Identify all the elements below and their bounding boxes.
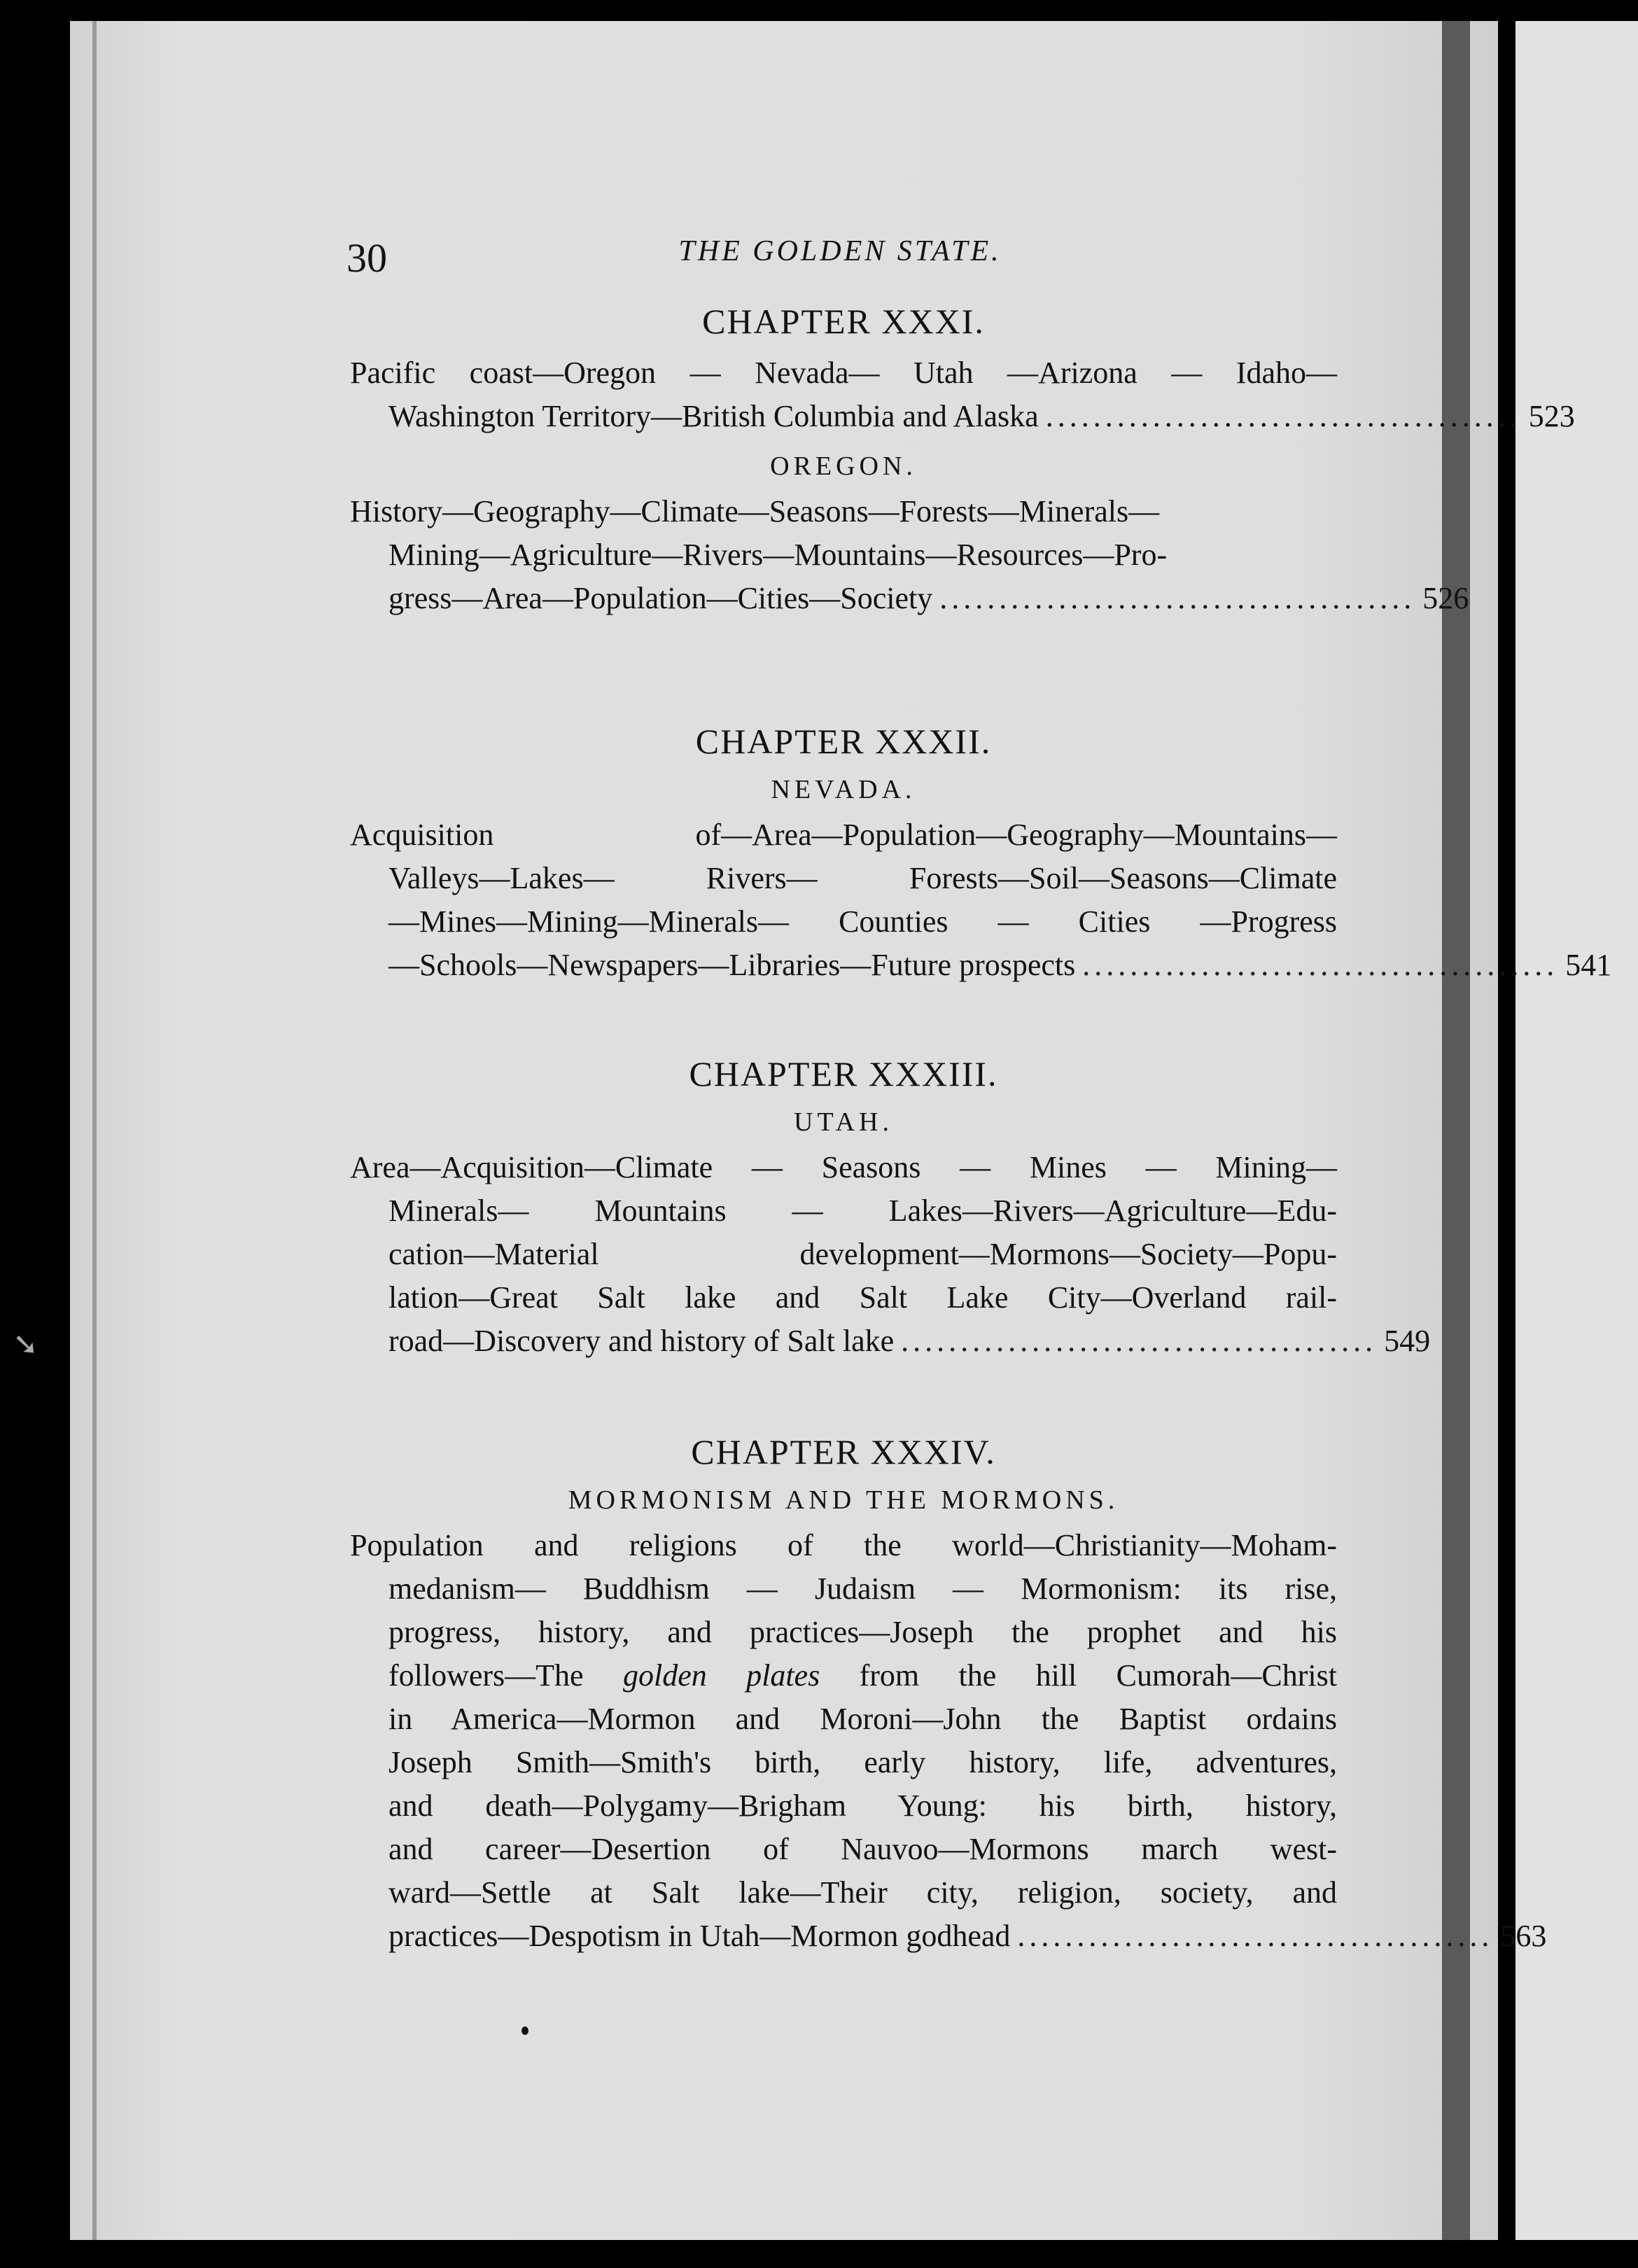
entry-line	[350, 944, 1612, 987]
section-heading: UTAH.	[794, 1107, 893, 1137]
entry-line: ward—Settle at Salt lake—Their city, religion, society, and	[388, 1875, 1337, 1910]
toc-entry	[350, 490, 1469, 620]
entry-line-text: followers—The	[388, 1658, 623, 1693]
entry-line: progress, history, and practices—Joseph the prophet and his	[388, 1615, 1337, 1649]
dot-leader: ........................................	[939, 581, 1416, 615]
entry-line: —Mines—Mining—Minerals— Counties — Cities —Progress	[388, 904, 1337, 939]
dot-leader: ........................................	[1017, 1919, 1494, 1953]
entry-line	[350, 1320, 1431, 1363]
chapter-heading: CHAPTER XXXIV.	[691, 1432, 996, 1471]
entry-line-text: road—Discovery and history of Salt lake	[388, 1324, 895, 1358]
ink-spot	[522, 2026, 528, 2035]
entry-line	[350, 395, 1575, 438]
entry-line: Valleys—Lakes— Rivers— Forests—Soil—Seasons—Climate	[388, 861, 1337, 895]
page-number: 30	[346, 235, 387, 281]
toc-entry	[350, 1146, 1431, 1363]
entry-line: Minerals— Mountains — Lakes—Rivers—Agriculture—Edu-	[388, 1194, 1337, 1228]
chapter-xxxiv	[350, 1432, 1547, 1958]
section-heading: MORMONISM AND THE MORMONS.	[568, 1485, 1119, 1515]
facing-page-edge	[1516, 21, 1638, 2240]
entry-line: lation—Great Salt lake and Salt Lake City—Overland rail-	[388, 1280, 1337, 1315]
entry-line: Area—Acquisition—Climate — Seasons — Mines — Mining—	[350, 1150, 1337, 1184]
entry-line: Joseph Smith—Smith's birth, early history, life, adventures,	[388, 1745, 1337, 1779]
entry-page-number: 549	[1384, 1324, 1431, 1358]
running-title: THE GOLDEN STATE.	[678, 235, 1002, 267]
toc-entry	[350, 351, 1575, 438]
chapter-heading: CHAPTER XXXIII.	[689, 1054, 998, 1093]
dot-leader: ........................................	[1045, 399, 1522, 433]
entry-line-text: —Schools—Newspapers—Libraries—Future prospects	[388, 948, 1076, 982]
entry-line: and career—Desertion of Nauvoo—Mormons march west-	[388, 1832, 1337, 1866]
chapter-xxxi	[350, 301, 1575, 620]
entry-line-text: practices—Despotism in Utah—Mormon godhead	[388, 1919, 1011, 1953]
entry-line	[350, 1654, 1337, 1698]
margin-arrow-icon: ➘	[13, 1326, 38, 1362]
entry-page-number: 523	[1528, 399, 1575, 433]
dot-leader: ........................................	[901, 1324, 1378, 1358]
chapter-heading: CHAPTER XXXI.	[702, 302, 985, 341]
dot-leader: ........................................	[1082, 948, 1559, 982]
entry-line: Pacific coast—Oregon — Nevada— Utah —Arizona — Idaho—	[350, 356, 1337, 390]
entry-line: History—Geography—Climate—Seasons—Forests—Minerals—	[350, 494, 1160, 528]
entry-line-text: from the hill Cumorah—Christ	[820, 1658, 1337, 1693]
entry-page-number: 541	[1565, 948, 1612, 982]
chapter-xxxii	[350, 721, 1612, 987]
italic-phrase: golden plates	[622, 1658, 820, 1693]
entry-line: Acquisition of—Area—Population—Geography—Mountains—	[350, 818, 1337, 852]
toc-entry	[350, 813, 1612, 987]
entry-line-text: gress—Area—Population—Cities—Society	[388, 581, 933, 615]
entry-page-number: 563	[1500, 1919, 1547, 1953]
entry-line: and death—Polygamy—Brigham Young: his birth, history,	[388, 1788, 1337, 1823]
page-edge-shadow	[92, 21, 97, 2240]
section-heading: OREGON.	[770, 451, 917, 481]
entry-line: Mining—Agriculture—Rivers—Mountains—Resources—Pro-	[388, 538, 1168, 572]
running-head	[346, 227, 1334, 284]
chapter-heading: CHAPTER XXXII.	[695, 722, 992, 761]
entry-line-text: Washington Territory—British Columbia and Alaska	[388, 399, 1039, 433]
toc-entry	[350, 1524, 1547, 1958]
entry-line	[350, 1914, 1547, 1958]
entry-line: in America—Mormon and Moroni—John the Baptist ordains	[388, 1702, 1337, 1736]
entry-line	[350, 577, 1469, 620]
entry-line: Population and religions of the world—Christianity—Moham-	[350, 1528, 1337, 1562]
chapter-xxxiii	[350, 1054, 1431, 1363]
entry-page-number: 526	[1422, 581, 1469, 615]
entry-line: cation—Material development—Mormons—Society—Popu-	[388, 1237, 1337, 1271]
section-heading: NEVADA.	[771, 775, 916, 804]
entry-line: medanism— Buddhism — Judaism — Mormonism: its rise,	[388, 1572, 1337, 1606]
book-binding	[1442, 21, 1470, 2240]
